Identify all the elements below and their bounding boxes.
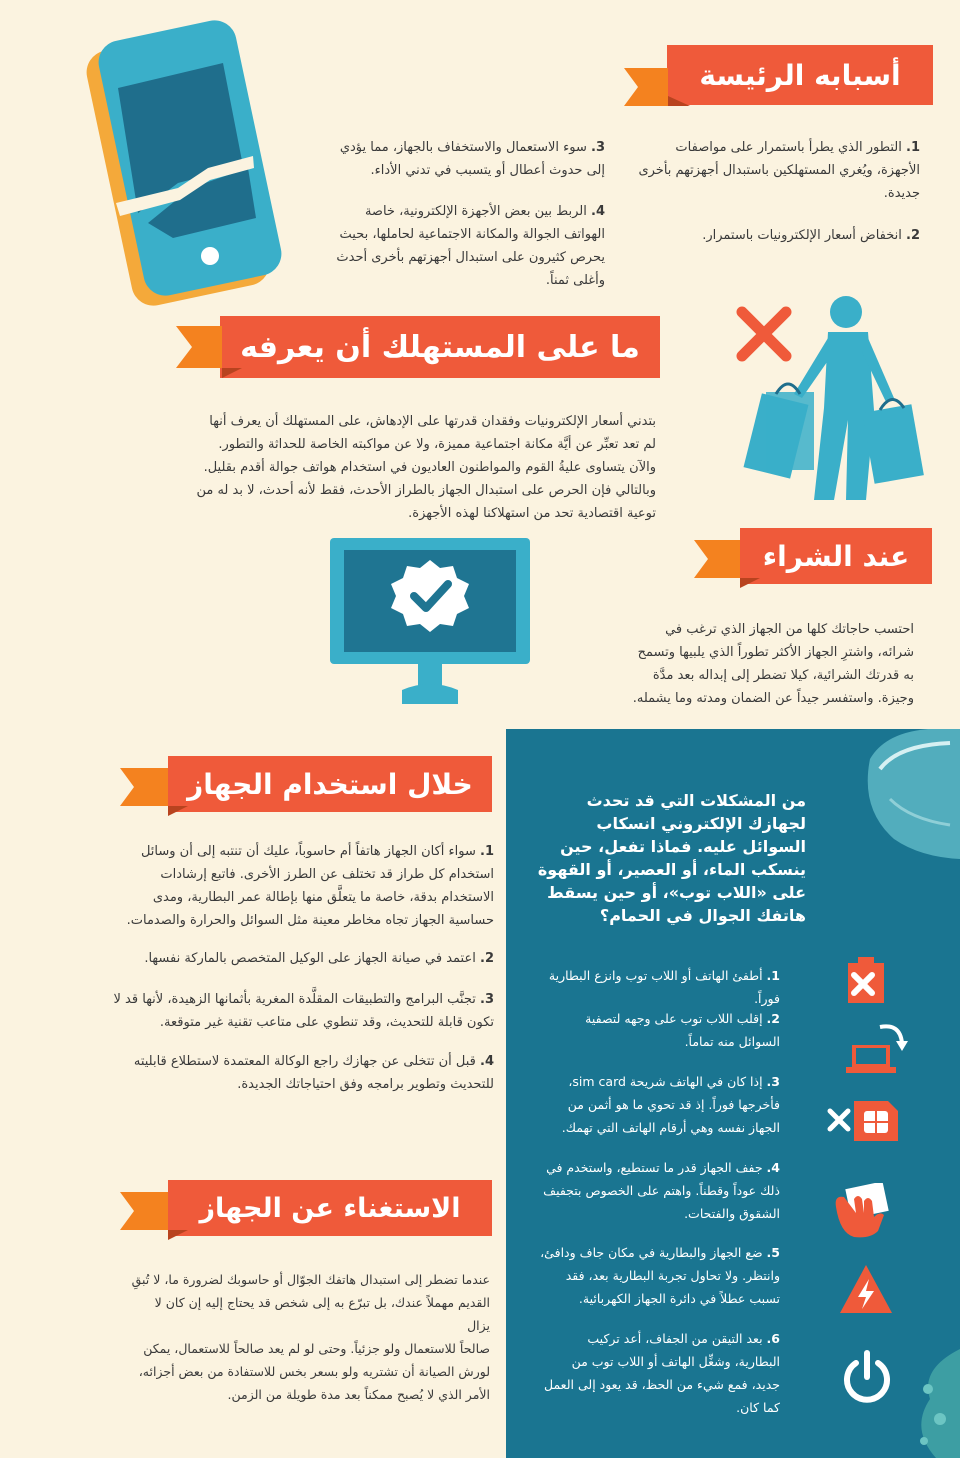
liquids-step-2-num: 2.: [766, 1011, 780, 1026]
buying-line-3: به قدرتك الشرائية، كيلا تضطر إلى إبداله بعد مدَّة: [652, 668, 914, 683]
consumer-title: ما على المستهلك أن يعرفه: [240, 329, 640, 365]
cause-item-2: [635, 224, 920, 247]
buying-line-4: وجيزة. واستفسر جيداً عن الضمان ومدته وما يشمله.: [632, 691, 914, 706]
disposal-banner-fold: [120, 1190, 192, 1244]
buying-banner-fold: [694, 538, 764, 592]
consumer-line-4: وبالتالي فإن الحرص على استبدال الجهاز بالطراز الأحدث، فقط لأنه أحدث، لا بد له من: [196, 483, 656, 498]
disposal-banner: [168, 1180, 492, 1236]
usage-1-text: سواء أكان الجهاز هاتفاً أم حاسوباً، عليك أن تنتبه إلى أن وسائل استخدام كل طراز قد تختلف عن الطرز الأخرى. فاتبع إرشادات الاستخدام بدقة، خاصة ما يتعلَّق منها بإطالة عمر البطارية، ومدى حساسية الجهاز تجاه مخاطر معينة مثل السوائل والحرارة والصدمات.: [126, 844, 494, 928]
cause-2-num: 2.: [906, 228, 920, 243]
usage-title: خلال استخدام الجهاز: [187, 767, 473, 801]
hand-wipe-icon: [830, 1183, 892, 1239]
liquids-step-3-text: إذا كان في الهاتف شريحة sim card، فأخرجها فوراً. إذ قد تحوي ما هو أثمن من الجهاز نفسه وهي أرقام الهاتف التي تهمك.: [561, 1074, 780, 1135]
liquids-step-5-num: 5.: [766, 1245, 780, 1260]
liquids-step-2-text: إقلب اللاب توب على وجهه لتصفية السوائل منه تماماً.: [585, 1011, 780, 1049]
usage-banner: [168, 756, 492, 812]
liquids-step-5: [540, 1241, 780, 1310]
liquids-step-6-text: بعد التيقن من الجفاف، أعد تركيب البطارية، وشغِّل الهاتف أو اللاب توب من جديد، فمع شيء من الحظ، قد يعود إلى العمل كما كان.: [543, 1331, 780, 1415]
liquids-step-4-text: جفف الجهاز قدر ما تستطيع، واستخدم في ذلك عوداً وقطناً. واهتم على الخصوص بتجفيف الشقوق والفتحات.: [543, 1160, 780, 1221]
cause-1-text: التطور الذي يطرأ باستمرار على مواصفات الأجهزة، ويُغري المستهلكين باستبدال أجهزتهم بأخرى جديدة.: [638, 140, 920, 201]
consumer-paragraph: [196, 410, 656, 525]
usage-3-text: تجنَّب البرامج والتطبيقات المقلَّدة المغرية بأثمانها الزهيدة، لأنها قد لا تكون قابلة للتحديث، وقد تنطوي على متاعب تقنية غير متوقعة.: [113, 992, 494, 1030]
cause-4-num: 4.: [591, 204, 605, 219]
usage-3-num: 3.: [480, 992, 494, 1007]
causes-banner-fold: [624, 58, 694, 108]
cause-2-text: انخفاض أسعار الإلكترونيات باستمرار.: [702, 228, 902, 243]
consumer-line-2: لم تعد تعبِّر عن أيَّة مكانة اجتماعية مميزة، ولا عن مواكبته الخاصة للحداثة والتطور.: [218, 437, 656, 452]
consumer-line-1: بتدني أسعار الإلكترونيات وفقدان قدرتها على الإدهاش، على المستهلك أن يعرف أنها: [209, 414, 656, 429]
disposal-line-3: صالحاً للاستعمال ولو جزئياً. وحتى لو لم يعد صالحاً للاستعمال، يمكن: [143, 1341, 490, 1356]
sim-card-x-icon: [826, 1099, 900, 1143]
disposal-line-4: لورش الصيانة أن تشتريه ولو بسعر بخس للاستفادة من بعض أجزائه،: [138, 1364, 490, 1379]
disposal-line-2: القديم مهملاً عندك، بل تبرّع به إلى شخص قد يحتاج إليه إن كان لا يزال: [154, 1295, 490, 1333]
battery-x-icon: [844, 955, 890, 1005]
disposal-line-1: عندما تضطر إلى استبدال هاتفك الجوّال أو حاسوبك لضرورة ما، لا تُبقِ: [131, 1272, 490, 1287]
disposal-title: الاستغناء عن الجهاز: [199, 1192, 461, 1224]
cause-item-1: [635, 136, 920, 205]
liquids-step-2: [540, 1007, 780, 1053]
buying-paragraph: [624, 618, 914, 710]
verified-monitor-icon: [330, 538, 532, 708]
power-icon: [840, 1349, 894, 1405]
cause-3-text: سوء الاستعمال والاستخفاف بالجهاز، مما يؤدي إلى حدوث أعطال أو يتسبب في تدني الأداء.: [339, 140, 605, 178]
usage-banner-fold: [120, 766, 192, 820]
usage-item-1: [108, 840, 494, 932]
usage-item-3: [108, 988, 494, 1034]
electric-warning-icon: [838, 1263, 894, 1315]
liquids-step-4-num: 4.: [766, 1160, 780, 1175]
liquids-step-3-num: 3.: [766, 1074, 780, 1089]
consumer-banner: [220, 316, 660, 378]
buying-title: عند الشراء: [762, 539, 910, 573]
cause-item-4: [330, 200, 605, 292]
causes-title: أسبابه الرئيسة: [699, 58, 901, 92]
usage-item-2: [108, 947, 494, 970]
liquids-step-1: [540, 964, 780, 1010]
disposal-line-5: الأمر الذي لا يُصبح ممكناً بعد مدة طويلة من الزمن.: [227, 1387, 490, 1402]
liquids-intro: من المشكلات التي قد تحدث لجهازك الإلكتروني انسكاب السوائل عليه. فماذا تفعل، حين ينسكب الماء، أو العصير، أو القهوة على «اللاب توب»، أو حين يسقط هاتفك الجوال في الحمام؟: [537, 791, 806, 925]
consumer-banner-fold: [176, 324, 246, 380]
laptop-flip-icon: [844, 1021, 910, 1077]
usage-item-4: [108, 1050, 494, 1096]
liquids-step-3: [540, 1070, 780, 1139]
bottle-decoration-icon: [850, 729, 960, 869]
buying-line-2: شرائه، واشترِ الجهاز الأكثر تطوراً الذي يلبيها وتسمح: [637, 645, 914, 660]
usage-2-num: 2.: [480, 951, 494, 966]
liquids-step-6: [540, 1327, 780, 1419]
usage-2-text: اعتمد في صيانة الجهاز على الوكيل المتخصص بالماركة نفسها.: [144, 951, 476, 966]
cause-1-num: 1.: [906, 140, 920, 155]
shopper-icon: [718, 290, 938, 510]
causes-banner: [667, 45, 933, 105]
consumer-line-5: توعية اقتصادية تحد من استهلاكنا لهذه الأجهزة.: [408, 506, 656, 521]
usage-1-num: 1.: [480, 844, 494, 859]
broken-phone-icon: [78, 18, 298, 308]
cause-4-text: الربط بين بعض الأجهزة الإلكترونية، خاصة الهواتف الجوالة والمكانة الاجتماعية لحاملها، بحيث يحرص كثيرون على استبدال أجهزتهم بأخرى أحدث وأغلى ثمناً.: [336, 204, 605, 288]
cause-item-3: [330, 136, 605, 182]
liquids-step-1-num: 1.: [766, 968, 780, 983]
liquids-step-6-num: 6.: [766, 1331, 780, 1346]
usage-4-text: قبل أن تتخلى عن جهازك راجع الوكالة المعتمدة لاستطلاع قابليته للتحديث وتطوير برامجه وفق احتياجاتك الجديدة.: [133, 1054, 494, 1092]
usage-4-num: 4.: [480, 1054, 494, 1069]
buying-banner: [740, 528, 932, 584]
liquids-step-5-text: ضع الجهاز والبطارية في مكان جاف ودافئ، وانتظر. ولا تحاول تجربة البطارية بعد، فقد تسبب عطلاً في دائرة الجهاز الكهربائية.: [540, 1245, 780, 1306]
liquids-panel: [506, 729, 960, 1458]
consumer-line-3: والآن يتساوى عليةُ القوم والمواطنون العاديون في استخدام هواتف جوالة أقدم بقليل.: [203, 460, 656, 475]
liquids-step-1-text: أطفئ الهاتف أو اللاب توب وانزع البطارية فوراً.: [548, 968, 780, 1006]
cause-3-num: 3.: [591, 140, 605, 155]
liquids-step-4: [540, 1156, 780, 1225]
disposal-paragraph: [130, 1268, 490, 1406]
splash-decoration-icon: [900, 1349, 960, 1458]
buying-line-1: احتسب حاجاتك كلها من الجهاز الذي ترغب في: [665, 622, 914, 637]
